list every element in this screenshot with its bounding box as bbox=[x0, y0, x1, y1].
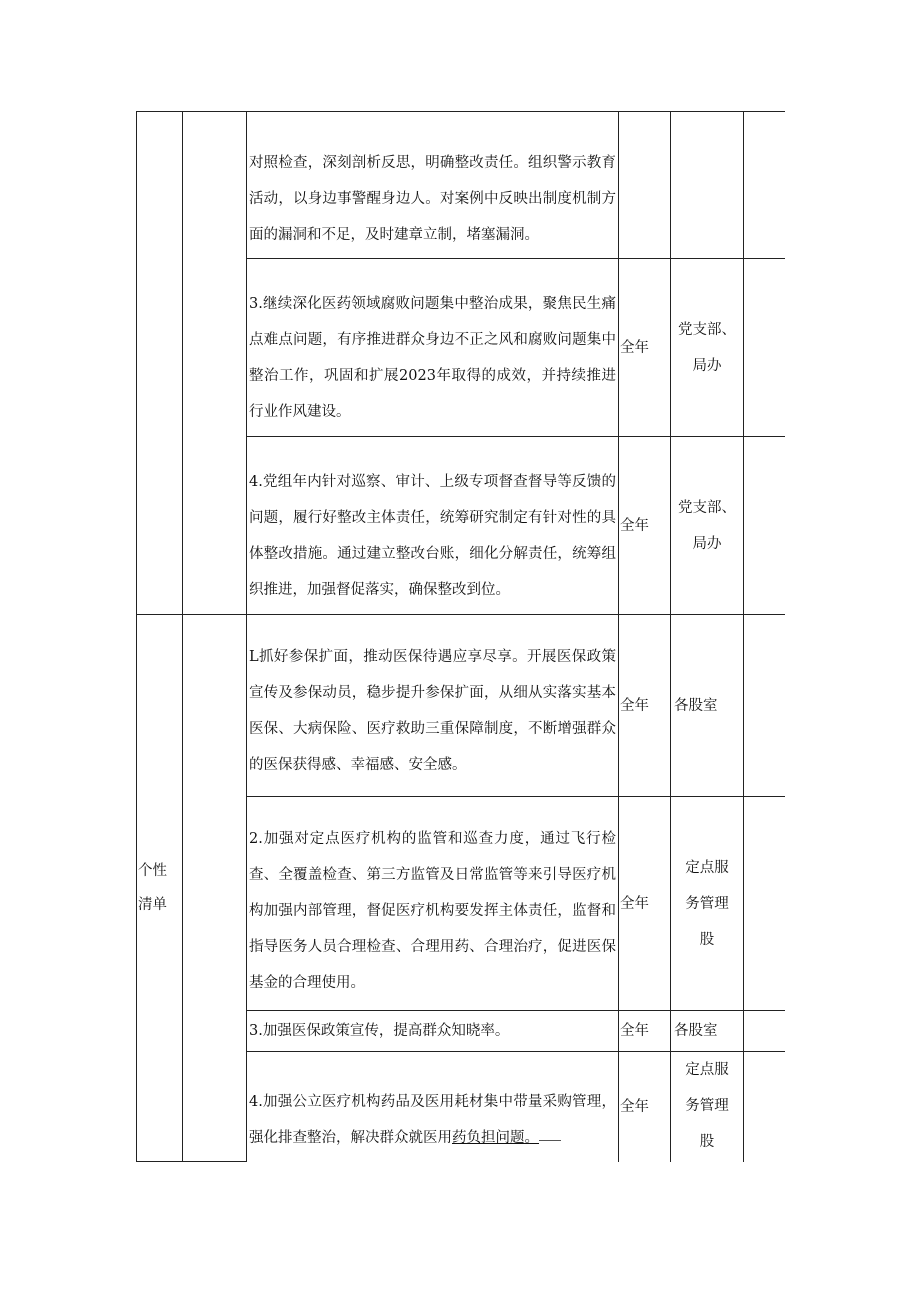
period-cell: 全年 bbox=[619, 1052, 671, 1162]
task-content: 3.继续深化医药领域腐败问题集中整治成果，聚焦民生痛点难点问题，有序推进群众身边不正之风和腐败问题集中整治工作，巩固和扩展2023年取得的成效，并持续推进行业作风建设。 bbox=[247, 259, 619, 437]
task-content: 2.加强对定点医疗机构的监管和巡查力度，通过飞行检查、全覆盖检查、第三方监管及日常监管等来引导医疗机构加强内部管理，督促医疗机构要发挥主体责任，监督和指导医务人员合理检查、合理用药、合理治疗，促进医保基金的合理使用。 bbox=[247, 797, 619, 1011]
category-cell bbox=[137, 112, 183, 615]
owner-line: 定点服 bbox=[685, 859, 729, 876]
category-label-line: 清单 bbox=[138, 897, 167, 913]
note-cell bbox=[744, 259, 785, 437]
note-cell bbox=[744, 1011, 785, 1052]
subcategory-cell bbox=[183, 112, 247, 615]
table-row bbox=[137, 112, 785, 259]
owner-cell bbox=[671, 112, 744, 259]
owner-cell bbox=[671, 1052, 744, 1162]
owner-line: 务管理 bbox=[685, 895, 729, 912]
category-cell bbox=[137, 615, 183, 1162]
task-content: L抓好参保扩面，推动医保待遇应享尽享。开展医保政策宣传及参保动员，稳步提升参保扩面，从细从实落实基本医保、大病保险、医疗救助三重保障制度，不断增强群众的医保获得感、幸福感、安全感。 bbox=[247, 615, 619, 797]
task-content-underlined: 药负担问题。 bbox=[452, 1129, 539, 1146]
owner-line: 定点服 bbox=[685, 1062, 729, 1078]
period-cell: 全年 bbox=[619, 259, 671, 437]
owner-line: 党支部、 bbox=[678, 321, 736, 338]
task-content-main: 4.加强公立医疗机构药品及医用耗材集中带量采购管理，强化排查整治，解决群众就医用 bbox=[249, 1093, 616, 1146]
owner-line: 股 bbox=[699, 1134, 715, 1150]
owner-line: 股 bbox=[699, 931, 715, 948]
owner-cell bbox=[671, 259, 744, 437]
task-content: 4.党组年内针对巡察、审计、上级专项督查督导等反馈的问题，履行好整改主体责任，统筹研究制定有针对性的具体整改措施。通过建立整改台账，细化分解责任，统筹组织推进，加强督促落实，确保整改到位。 bbox=[247, 437, 619, 615]
owner-cell bbox=[671, 437, 744, 615]
subcategory-cell bbox=[183, 615, 247, 1162]
owner-line: 务管理 bbox=[685, 1098, 729, 1114]
note-cell bbox=[744, 797, 785, 1011]
owner-cell bbox=[671, 797, 744, 1011]
owner-line: 局办 bbox=[692, 357, 722, 374]
work-plan-table bbox=[136, 111, 784, 1162]
period-cell: 全年 bbox=[619, 437, 671, 615]
owner-cell: 各股室 bbox=[671, 1011, 744, 1052]
trailing-rule bbox=[539, 1134, 561, 1141]
period-cell bbox=[619, 112, 671, 259]
note-cell bbox=[744, 112, 785, 259]
task-content: 对照检查，深刻剖析反思，明确整改责任。组织警示教育活动，以身边事警醒身边人。对案例中反映出制度机制方面的漏洞和不足，及时建章立制，堵塞漏洞。 bbox=[247, 112, 619, 259]
owner-line: 党支部、 bbox=[678, 499, 736, 516]
plan-table bbox=[136, 111, 785, 1162]
period-cell: 全年 bbox=[619, 1011, 671, 1052]
table-row bbox=[137, 615, 785, 797]
task-content: 3.加强医保政策宣传，提高群众知晓率。 bbox=[247, 1011, 619, 1052]
period-cell: 全年 bbox=[619, 797, 671, 1011]
owner-line: 局办 bbox=[692, 535, 722, 552]
category-label-line: 个性 bbox=[138, 863, 167, 879]
period-cell: 全年 bbox=[619, 615, 671, 797]
owner-cell: 各股室 bbox=[671, 615, 744, 797]
note-cell bbox=[744, 437, 785, 615]
note-cell bbox=[744, 1052, 785, 1162]
note-cell bbox=[744, 615, 785, 797]
task-content bbox=[247, 1052, 619, 1162]
